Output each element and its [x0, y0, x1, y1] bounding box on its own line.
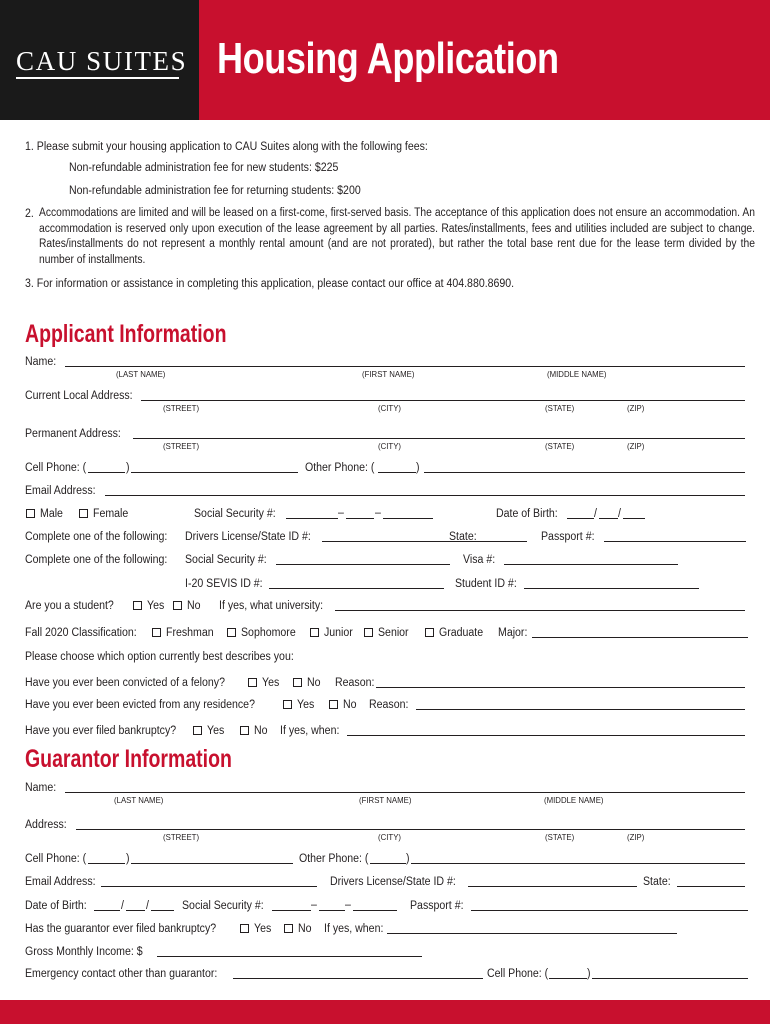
felony-yes-checkbox[interactable] [248, 678, 257, 687]
gross-income-field[interactable] [157, 956, 422, 957]
state-caption: (STATE) [545, 832, 575, 842]
dob-day-field[interactable] [599, 518, 618, 519]
guarantor-bankruptcy-yes-label: Yes [254, 923, 272, 935]
guarantor-email-label: Email Address: [25, 876, 96, 888]
senior-checkbox[interactable] [364, 628, 373, 637]
student-no-checkbox[interactable] [173, 601, 182, 610]
major-field[interactable] [532, 637, 748, 638]
ssn-part1-field[interactable] [286, 518, 338, 519]
dl-state-field[interactable] [449, 541, 527, 542]
other-phone-label: Other Phone: ( [305, 462, 375, 474]
guarantor-name-field[interactable] [65, 792, 745, 793]
guarantor-passport-label: Passport #: [410, 900, 464, 912]
bankruptcy-yes-checkbox[interactable] [193, 726, 202, 735]
guarantor-ssn-part2-field[interactable] [319, 910, 345, 911]
cell-phone-label: Cell Phone: ( [25, 462, 87, 474]
felony-no-checkbox[interactable] [293, 678, 302, 687]
logo-underline [16, 77, 179, 79]
other-phone-field[interactable] [424, 472, 745, 473]
guarantor-bankruptcy-no-label: No [298, 923, 312, 935]
choose-option-label: Please choose which option currently best describes you: [25, 651, 294, 663]
ssn-dash: – [338, 507, 344, 519]
last-name-caption: (LAST NAME) [114, 795, 164, 805]
drivers-license-label: Drivers License/State ID #: [185, 531, 311, 543]
guarantor-name-label: Name: [25, 782, 57, 794]
applicant-heading: Applicant Information [25, 320, 227, 348]
instruction-2-number: 2. [25, 208, 34, 220]
freshman-checkbox[interactable] [152, 628, 161, 637]
first-name-caption: (FIRST NAME) [359, 795, 412, 805]
footer-bar [0, 1000, 770, 1024]
guarantor-other-phone-label: Other Phone: ( [299, 853, 369, 865]
cell-phone-area-field[interactable] [88, 472, 125, 473]
felony-no-label: No [307, 677, 321, 689]
state-caption: (STATE) [545, 441, 575, 451]
ssn-label-2: Social Security #: [185, 554, 267, 566]
ssn-alt-field[interactable] [276, 564, 450, 565]
guarantor-dob-month-field[interactable] [94, 910, 120, 911]
felony-reason-label: Reason: [335, 677, 375, 689]
paren-close: ) [587, 968, 591, 980]
guarantor-heading: Guarantor Information [25, 745, 232, 773]
bankruptcy-no-label: No [254, 725, 268, 737]
evicted-reason-label: Reason: [369, 699, 409, 711]
passport-field[interactable] [604, 541, 746, 542]
guarantor-ssn-part1-field[interactable] [272, 910, 311, 911]
graduate-checkbox[interactable] [425, 628, 434, 637]
visa-field[interactable] [504, 564, 678, 565]
ssn-dash: – [345, 899, 351, 911]
paren-close: ) [126, 853, 130, 865]
paren-close: ) [126, 462, 130, 474]
sophomore-checkbox[interactable] [227, 628, 236, 637]
guarantor-bankruptcy-when-field[interactable] [387, 933, 677, 934]
bankruptcy-question: Have you ever filed bankruptcy? [25, 725, 177, 737]
dob-slash: / [121, 900, 124, 912]
dob-slash: / [146, 900, 149, 912]
instruction-2: Accommodations are limited and will be leased on a first-come, first-served basis. The acceptance of this application does not ensure an accommodation. An accommodation is reserved only upon execution of the lease agreement by all parties. Rates/installments, fees and utilities included are subject to change. Rates/installments do not represent a monthly rental amount (and are not prorated), but rather the total base rent due for the lease term divided by the number of installments. [39, 207, 755, 266]
evicted-yes-label: Yes [297, 699, 315, 711]
ssn-dash: – [311, 899, 317, 911]
major-label: Major: [498, 627, 528, 639]
guarantor-bankruptcy-no-checkbox[interactable] [284, 924, 293, 933]
dl-state-label: State: [449, 531, 477, 543]
complete-one-label-2: Complete one of the following: [25, 554, 168, 566]
university-label: If yes, what university: [219, 600, 324, 612]
student-yes-label: Yes [147, 600, 165, 612]
guarantor-dl-label: Drivers License/State ID #: [330, 876, 456, 888]
paren-close: ) [416, 462, 420, 474]
felony-reason-field[interactable] [376, 687, 745, 688]
drivers-license-field[interactable] [322, 541, 449, 542]
emergency-contact-label: Emergency contact other than guarantor: [25, 968, 218, 980]
dob-year-field[interactable] [623, 518, 645, 519]
middle-name-caption: (MIDDLE NAME) [544, 795, 604, 805]
last-name-caption: (LAST NAME) [116, 369, 166, 379]
guarantor-dl-state-field[interactable] [677, 886, 745, 887]
applicant-name-field[interactable] [65, 366, 745, 367]
female-label: Female [93, 508, 129, 520]
guarantor-other-phone-field[interactable] [411, 863, 745, 864]
guarantor-bankruptcy-question: Has the guarantor ever filed bankruptcy? [25, 923, 217, 935]
guarantor-ssn-label: Social Security #: [182, 900, 264, 912]
street-caption: (STREET) [163, 832, 200, 842]
evicted-no-label: No [343, 699, 357, 711]
zip-caption: (ZIP) [627, 832, 645, 842]
guarantor-email-field[interactable] [101, 886, 317, 887]
fee-new-students: Non-refundable administration fee for new students: $225 [69, 162, 339, 174]
ssn-part2-field[interactable] [346, 518, 374, 519]
guarantor-dob-label: Date of Birth: [25, 900, 87, 912]
evicted-no-checkbox[interactable] [329, 700, 338, 709]
guarantor-cell-label: Cell Phone: ( [25, 853, 87, 865]
dob-slash: / [618, 508, 621, 520]
city-caption: (CITY) [378, 403, 402, 413]
guarantor-address-label: Address: [25, 819, 67, 831]
junior-label: Junior [324, 627, 353, 639]
page-title: Housing Application [217, 34, 559, 83]
felony-question: Have you ever been convicted of a felony? [25, 677, 225, 689]
senior-label: Senior [378, 627, 409, 639]
evicted-yes-checkbox[interactable] [283, 700, 292, 709]
student-question: Are you a student? [25, 600, 114, 612]
sophomore-label: Sophomore [241, 627, 296, 639]
zip-caption: (ZIP) [627, 441, 645, 451]
classification-label: Fall 2020 Classification: [25, 627, 137, 639]
emergency-contact-field[interactable] [233, 978, 483, 979]
male-checkbox[interactable] [26, 509, 35, 518]
email-field[interactable] [105, 495, 745, 496]
gross-income-label: Gross Monthly Income: $ [25, 946, 143, 958]
street-caption: (STREET) [163, 441, 200, 451]
felony-yes-label: Yes [262, 677, 280, 689]
paren-close: ) [406, 853, 410, 865]
student-no-label: No [187, 600, 201, 612]
guarantor-bankruptcy-yes-checkbox[interactable] [240, 924, 249, 933]
i20-field[interactable] [269, 588, 444, 589]
guarantor-dl-field[interactable] [468, 886, 637, 887]
complete-one-label: Complete one of the following: [25, 531, 168, 543]
emergency-cell-label: Cell Phone: ( [487, 968, 549, 980]
ssn-label: Social Security #: [194, 508, 276, 520]
female-checkbox[interactable] [79, 509, 88, 518]
city-caption: (CITY) [378, 441, 402, 451]
student-yes-checkbox[interactable] [133, 601, 142, 610]
fee-returning-students: Non-refundable administration fee for returning students: $200 [69, 185, 361, 197]
graduate-label: Graduate [439, 627, 484, 639]
street-caption: (STREET) [163, 403, 200, 413]
male-label: Male [40, 508, 63, 520]
student-id-label: Student ID #: [455, 578, 517, 590]
student-id-field[interactable] [524, 588, 699, 589]
dob-slash: / [594, 508, 597, 520]
zip-caption: (ZIP) [627, 403, 645, 413]
guarantor-other-area-field[interactable] [370, 863, 406, 864]
i20-label: I-20 SEVIS ID #: [185, 578, 263, 590]
permanent-address-label: Permanent Address: [25, 428, 121, 440]
evicted-question: Have you ever been evicted from any residence? [25, 699, 255, 711]
permanent-address-field[interactable] [133, 438, 745, 439]
guarantor-dl-state-label: State: [643, 876, 671, 888]
bankruptcy-when-field[interactable] [347, 735, 745, 736]
passport-label: Passport #: [541, 531, 595, 543]
email-label: Email Address: [25, 485, 96, 497]
cell-phone-field[interactable] [131, 472, 298, 473]
bankruptcy-when-label: If yes, when: [280, 725, 340, 737]
guarantor-dob-day-field[interactable] [126, 910, 145, 911]
city-caption: (CITY) [378, 832, 402, 842]
local-address-label: Current Local Address: [25, 390, 133, 402]
bankruptcy-yes-label: Yes [207, 725, 225, 737]
guarantor-bankruptcy-when-label: If yes, when: [324, 923, 384, 935]
middle-name-caption: (MIDDLE NAME) [547, 369, 607, 379]
dob-month-field[interactable] [567, 518, 594, 519]
ssn-part3-field[interactable] [383, 518, 433, 519]
other-phone-area-field[interactable] [378, 472, 416, 473]
visa-label: Visa #: [463, 554, 496, 566]
first-name-caption: (FIRST NAME) [362, 369, 415, 379]
ssn-dash: – [375, 507, 381, 519]
instruction-1: 1. Please submit your housing application to CAU Suites along with the following fees: [25, 141, 428, 153]
evicted-reason-field[interactable] [416, 709, 745, 710]
applicant-name-label: Name: [25, 356, 57, 368]
cau-suites-logo: CAU SUITES [16, 46, 188, 76]
freshman-label: Freshman [166, 627, 214, 639]
guarantor-cell-field[interactable] [131, 863, 293, 864]
junior-checkbox[interactable] [310, 628, 319, 637]
guarantor-passport-field[interactable] [471, 910, 748, 911]
bankruptcy-no-checkbox[interactable] [240, 726, 249, 735]
guarantor-address-field[interactable] [76, 829, 745, 830]
emergency-cell-area-field[interactable] [549, 978, 587, 979]
emergency-cell-field[interactable] [592, 978, 748, 979]
guarantor-cell-area-field[interactable] [88, 863, 125, 864]
instruction-3: 3. For information or assistance in completing this application, please contact our office at 404.880.8690. [25, 278, 515, 290]
guarantor-dob-year-field[interactable] [151, 910, 174, 911]
state-caption: (STATE) [545, 403, 575, 413]
dob-label: Date of Birth: [496, 508, 558, 520]
university-field[interactable] [335, 610, 745, 611]
guarantor-ssn-part3-field[interactable] [353, 910, 397, 911]
local-address-field[interactable] [141, 400, 745, 401]
